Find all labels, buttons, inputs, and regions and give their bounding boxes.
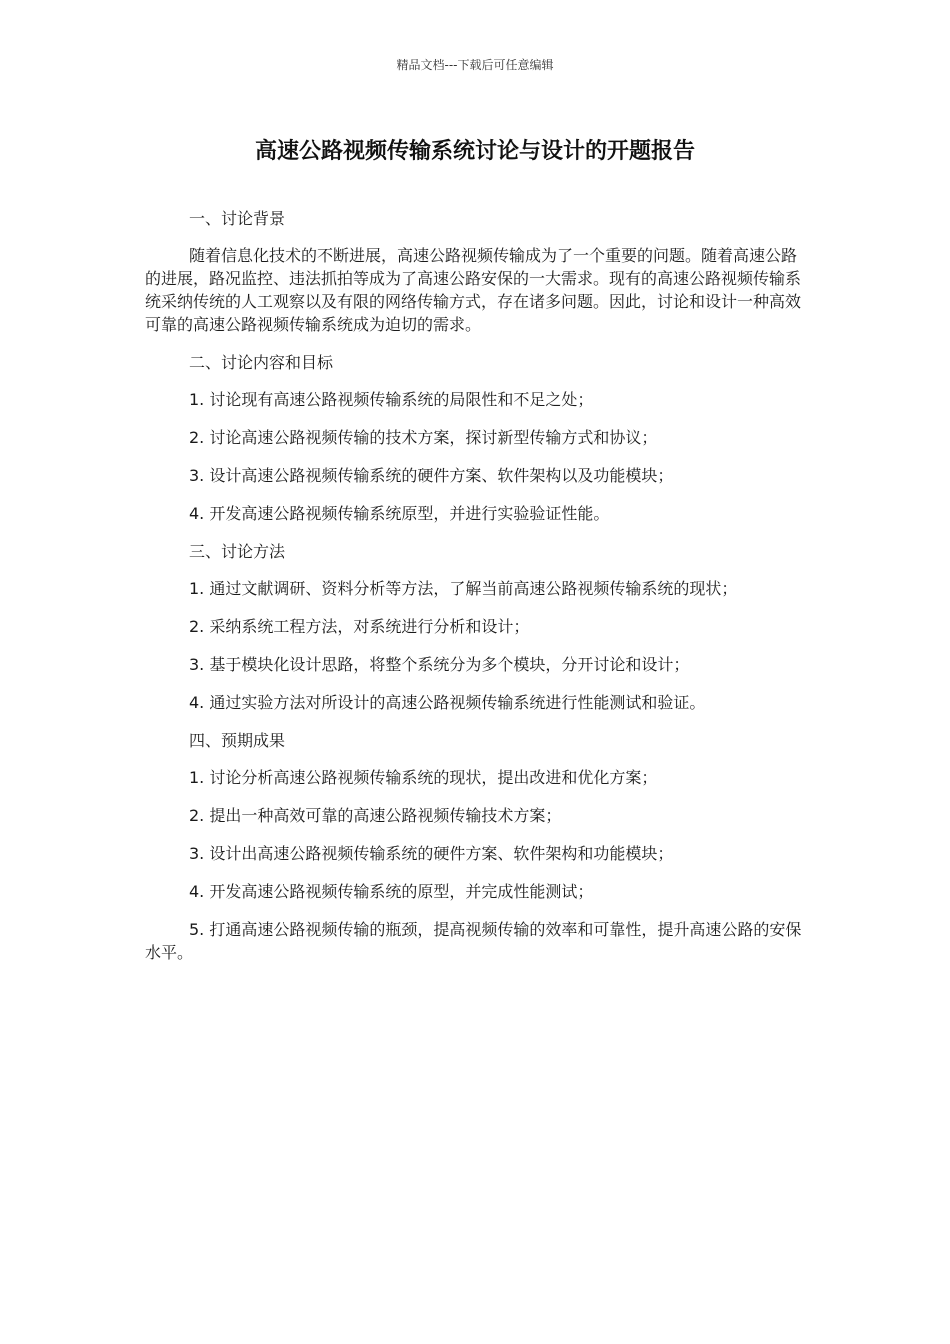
list-item: 4. 开发高速公路视频传输系统的原型，并完成性能测试； [189,882,594,901]
list-item: 3. 设计高速公路视频传输系统的硬件方案、软件架构以及功能模块； [189,466,674,485]
list-item: 1. 讨论分析高速公路视频传输系统的现状，提出改进和优化方案； [189,768,658,787]
list-item: 1. 讨论现有高速公路视频传输系统的局限性和不足之处； [189,390,594,409]
document-title: 高速公路视频传输系统讨论与设计的开题报告 [254,139,695,164]
document-body [145,207,805,979]
section-heading-background: 一、讨论背景 [189,209,286,228]
list-item: 5. 打通高速公路视频传输的瓶颈，提高视频传输的效率和可靠性，提升高速公路的安保水平。 [145,920,802,962]
list-item: 3. 设计出高速公路视频传输系统的硬件方案、软件架构和功能模块； [189,844,674,863]
list-item: 4. 开发高速公路视频传输系统原型，并进行实验验证性能。 [189,504,610,523]
section-heading-content-goals: 二、讨论内容和目标 [189,353,334,372]
list-item: 2. 提出一种高效可靠的高速公路视频传输技术方案； [189,806,562,825]
section-heading-methods: 三、讨论方法 [189,542,286,561]
list-item: 3. 基于模块化设计思路，将整个系统分为多个模块，分开讨论和设计； [189,655,690,674]
list-item: 4. 通过实验方法对所设计的高速公路视频传输系统进行性能测试和验证。 [189,693,706,712]
header-note: 精品文档---下载后可任意编辑 [396,58,554,72]
list-item: 2. 采纳系统工程方法，对系统进行分析和设计； [189,617,530,636]
list-item: 1. 通过文献调研、资料分析等方法，了解当前高速公路视频传输系统的现状； [189,579,738,598]
paragraph: 随着信息化技术的不断进展，高速公路视频传输成为了一个重要的问题。随着高速公路的进展，路况监控、违法抓拍等成为了高速公路安保的一大需求。现有的高速公路视频传输系统采纳传统的人工观察以及有限的网络传输方式，存在诸多问题。因此，讨论和设计一种高效可靠的高速公路视频传输系统成为迫切的需求。 [145,246,802,334]
list-item: 2. 讨论高速公路视频传输的技术方案，探讨新型传输方式和协议； [189,428,658,447]
section-heading-expected-results: 四、预期成果 [189,731,286,750]
